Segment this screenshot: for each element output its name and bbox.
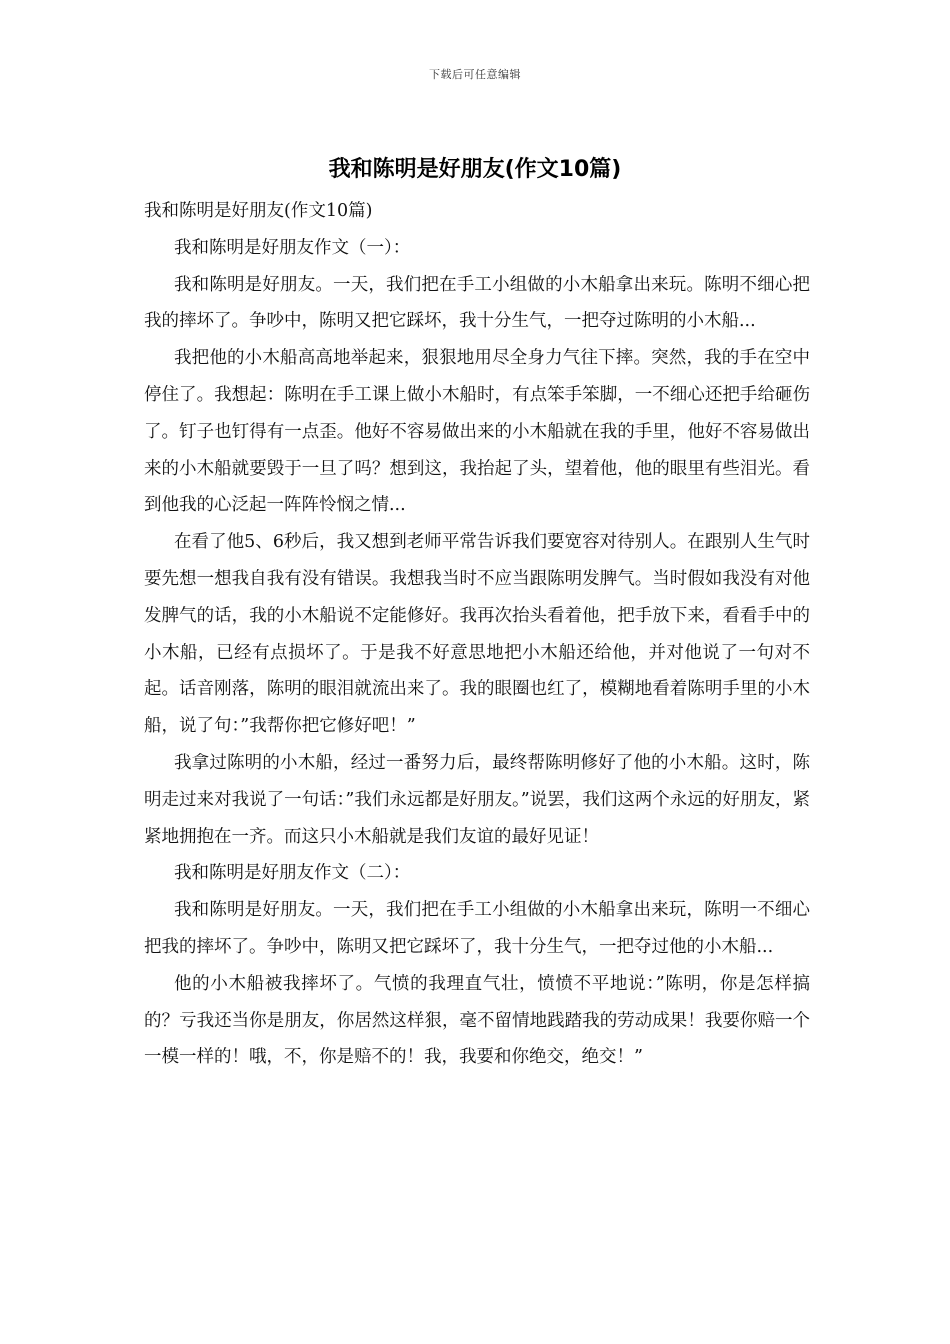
document-body bbox=[144, 193, 810, 1076]
paragraph: 我和陈明是好朋友。一天，我们把在手工小组做的小木船拿出来玩。陈明不细心把我的摔坏了。争吵中，陈明又把它踩坏，我十分生气，一把夺过陈明的小木船... bbox=[144, 274, 810, 332]
paragraph: 我和陈明是好朋友。一天，我们把在手工小组做的小木船拿出来玩，陈明一不细心把我的摔坏了。争吵中，陈明又把它踩坏了，我十分生气，一把夺过他的小木船... bbox=[144, 900, 810, 957]
document-title: 我和陈明是好朋友(作文10篇) bbox=[328, 157, 622, 182]
paragraph: 他的小木船被我摔坏了。气愤的我理直气壮，愤愤不平地说：”陈明，你是怎样搞的？亏我还当你是朋友，你居然这样狠，毫不留情地践踏我的劳动成果！我要你赔一个一模一样的！哦，不，你是赔不的！我，我要和你绝交，绝交！” bbox=[144, 973, 810, 1068]
header-note: 下载后可任意编辑 bbox=[429, 68, 521, 81]
paragraph: 我把他的小木船高高地举起来，狠狠地用尽全身力气往下摔。突然，我的手在空中停住了。我想起：陈明在手工课上做小木船时，有点笨手笨脚，一不细心还把手给砸伤了。钉子也钉得有一点歪。他好不容易做出来的小木船就在我的手里，他好不容易做出来的小木船就要毁于一旦了吗？想到这，我抬起了头，望着他，他的眼里有些泪光。看到他我的心泛起一阵阵怜悯之情... bbox=[144, 348, 810, 516]
paragraph: 我和陈明是好朋友作文（二）： bbox=[174, 863, 411, 884]
paragraph: 我拿过陈明的小木船，经过一番努力后，最终帮陈明修好了他的小木船。这时，陈明走过来对我说了一句话：”我们永远都是好朋友。”说罢，我们这两个永远的好朋友，紧紧地拥抱在一齐。而这只小木船就是我们友谊的最好见证！ bbox=[144, 752, 810, 847]
paragraph: 我和陈明是好朋友作文（一）： bbox=[174, 237, 411, 258]
paragraph: 在看了他5、6秒后，我又想到老师平常告诉我们要宽容对待别人。在跟别人生气时要先想一想我自我有没有错误。我想我当时不应当跟陈明发脾气。当时假如我没有对他发脾气的话，我的小木船说不定能修好。我再次抬头看着他，把手放下来，看看手中的小木船，已经有点损坏了。于是我不好意思地把小木船还给他，并对他说了一句对不起。话音刚落，陈明的眼泪就流出来了。我的眼圈也红了，模糊地看着陈明手里的小木船，说了句：”我帮你把它修好吧！” bbox=[144, 532, 810, 737]
paragraph: 我和陈明是好朋友(作文10篇) bbox=[144, 201, 373, 221]
